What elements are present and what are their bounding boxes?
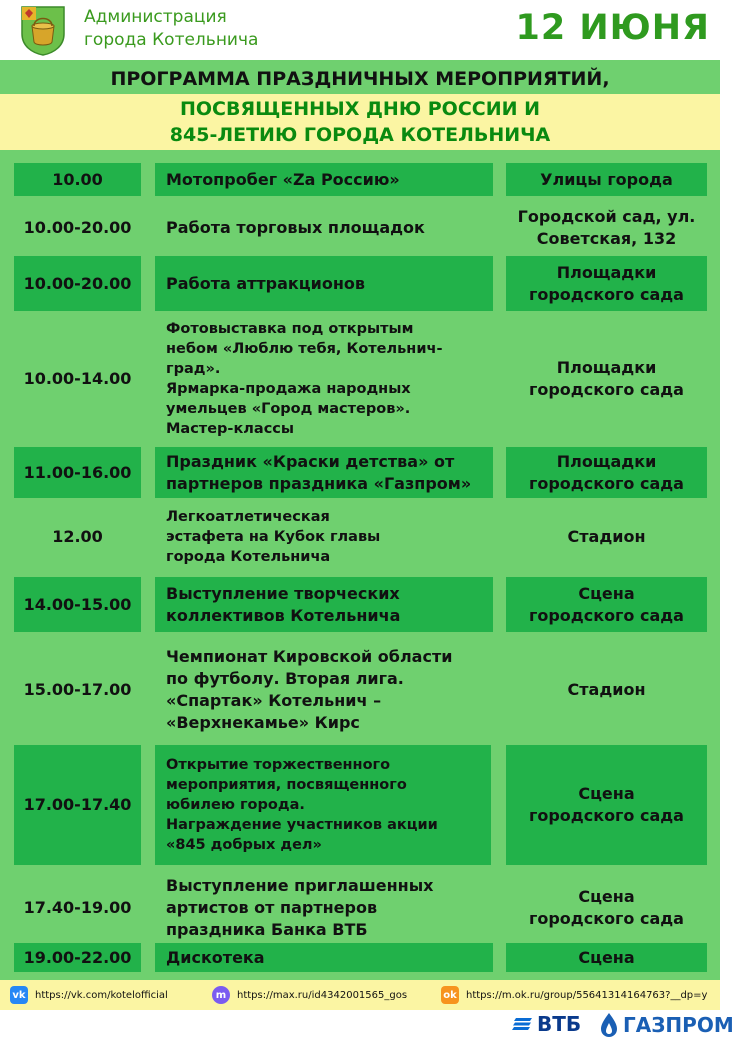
program-panel <box>0 60 720 980</box>
event-line: «Верхнекамье» Кирс <box>166 713 360 732</box>
place-line: Стадион <box>567 527 646 546</box>
event-line: Награждение участников акции <box>166 817 438 833</box>
event-line: Мастер-классы <box>166 421 294 437</box>
schedule-row <box>0 872 720 943</box>
row-event <box>155 316 493 442</box>
row-time: 15.00-17.00 <box>23 680 132 699</box>
row-event <box>155 163 493 196</box>
row-time: 17.00-17.40 <box>14 745 141 865</box>
vtb-logo <box>512 1012 581 1036</box>
row-place <box>506 316 707 442</box>
vk-link-text: https://vk.com/kotelofficial <box>35 989 168 1001</box>
row-event <box>155 640 493 740</box>
admin-line-2: города Котельнича <box>84 30 259 50</box>
event-line: Чемпионат Кировской области <box>166 647 453 666</box>
footer <box>0 980 734 1040</box>
place-line: Площадки <box>556 358 657 377</box>
administration-name <box>84 6 258 52</box>
social-links-bar <box>0 980 720 1010</box>
max-icon: m <box>212 986 230 1004</box>
place-line: Советская, 132 <box>536 229 677 248</box>
row-event <box>155 447 493 498</box>
place-line: Сцена <box>578 583 635 603</box>
event-date: 12 ИЮНЯ <box>515 8 710 48</box>
place-line: городского сада <box>529 908 684 928</box>
ok-link-text: https://m.ok.ru/group/55641314164763?__dp=y <box>466 989 708 1001</box>
row-time: 10.00-20.00 <box>23 218 132 237</box>
vk-icon: vk <box>10 986 28 1004</box>
schedule-row <box>0 201 720 255</box>
row-event <box>155 745 491 865</box>
event-line: Выступление приглашенных <box>166 875 434 895</box>
row-event <box>155 872 493 943</box>
place-line: Городской сад, ул. <box>517 207 696 226</box>
odnoklassniki-icon: ok <box>441 986 459 1004</box>
max-link[interactable] <box>212 986 407 1004</box>
place-line: Стадион <box>567 680 646 699</box>
max-link-text: https://max.ru/id4342001565_gos <box>237 989 408 1001</box>
vtb-name: ВТБ <box>537 1012 582 1036</box>
event-line: юбилею города. <box>166 797 305 813</box>
place-line: Площадки <box>556 451 657 471</box>
row-place <box>506 256 707 311</box>
row-time: 10.00-14.00 <box>23 369 132 388</box>
row-time: 10.00-20.00 <box>14 256 141 311</box>
place-line: городского сада <box>529 473 684 493</box>
ok-link[interactable] <box>441 986 707 1004</box>
gazprom-name: ГАЗПРОМ <box>623 1013 734 1037</box>
title-line-3: 845-ЛЕТИЮ ГОРОДА КОТЕЛЬНИЧА <box>169 124 551 146</box>
event-line: умельцев «Город мастеров». <box>166 401 411 417</box>
event-line: праздника Банка ВТБ <box>166 919 368 939</box>
schedule-row <box>0 256 720 311</box>
header <box>0 0 720 60</box>
row-event <box>155 943 493 972</box>
place-line: городского сада <box>529 806 684 825</box>
coat-of-arms-icon <box>18 4 68 56</box>
vk-link[interactable] <box>10 986 168 1004</box>
event-line: Ярмарка-продажа народных <box>166 381 411 397</box>
event-line: партнеров праздника «Газпром» <box>166 473 472 493</box>
place-line: городского сада <box>529 380 684 399</box>
event-line: Открытие торжественного <box>166 757 391 773</box>
schedule-row <box>0 163 720 196</box>
row-place <box>506 943 707 972</box>
event-line: по футболу. Вторая лига. <box>166 669 404 688</box>
row-time: 10.00 <box>14 163 141 196</box>
row-time: 17.40-19.00 <box>23 897 132 917</box>
event-line: артистов от партнеров <box>166 897 378 917</box>
schedule-row <box>0 506 720 568</box>
schedule-row <box>0 577 720 632</box>
event-line: эстафета на Кубок главы <box>166 529 381 545</box>
schedule-row <box>0 745 720 865</box>
row-event <box>155 256 493 311</box>
row-place <box>506 447 707 498</box>
event-line: Мотопробег «Zа Россию» <box>166 169 400 189</box>
place-line: городского сада <box>529 284 684 304</box>
row-event <box>155 577 493 632</box>
row-place <box>506 163 707 196</box>
event-line: Работа аттракционов <box>166 273 366 293</box>
event-line: мероприятия, посвященного <box>166 777 407 793</box>
event-line: Выступление творческих <box>166 583 400 603</box>
row-time: 19.00-22.00 <box>14 943 141 972</box>
schedule-row <box>0 316 720 442</box>
schedule-row <box>0 640 720 740</box>
row-time: 14.00-15.00 <box>14 577 141 632</box>
row-time: 12.00 <box>52 527 103 546</box>
place-line: Сцена <box>578 947 635 967</box>
gazprom-logo <box>598 1012 734 1038</box>
place-line: городского сада <box>529 605 684 625</box>
event-line: Праздник «Краски детства» от <box>166 451 455 471</box>
row-place <box>506 506 707 568</box>
place-line: Улицы города <box>540 169 673 189</box>
admin-line-1: Администрация <box>84 7 227 27</box>
event-line: коллективов Котельнича <box>166 605 401 625</box>
title-line-2: ПОСВЯЩЕННЫХ ДНЮ РОССИИ И <box>179 98 541 120</box>
schedule-row <box>0 943 720 972</box>
event-line: небом «Люблю тебя, Котельнич- <box>166 341 443 357</box>
event-line: «Спартак» Котельнич – <box>166 691 382 710</box>
title-line-1: ПРОГРАММА ПРАЗДНИЧНЫХ МЕРОПРИЯТИЙ, <box>110 68 610 90</box>
event-line: «845 добрых дел» <box>166 837 322 853</box>
event-line: города Котельнича <box>166 549 331 565</box>
flame-icon <box>598 1012 620 1038</box>
place-line: Сцена <box>578 886 635 906</box>
row-place <box>506 640 707 740</box>
row-place <box>506 745 707 865</box>
row-place <box>506 577 707 632</box>
place-line: Площадки <box>556 262 657 282</box>
row-place <box>506 201 707 255</box>
row-event <box>155 201 493 255</box>
row-time: 11.00-16.00 <box>14 447 141 498</box>
row-event <box>155 506 493 568</box>
event-line: Дискотека <box>166 947 265 967</box>
event-line: Работа торговых площадок <box>166 218 425 237</box>
vtb-stripes-icon <box>512 1017 534 1031</box>
place-line: Сцена <box>578 784 635 803</box>
event-line: Легкоатлетическая <box>166 509 330 525</box>
event-line: град». <box>166 361 221 377</box>
schedule-row <box>0 447 720 498</box>
row-place <box>506 872 707 943</box>
event-line: Фотовыставка под открытым <box>166 321 414 337</box>
